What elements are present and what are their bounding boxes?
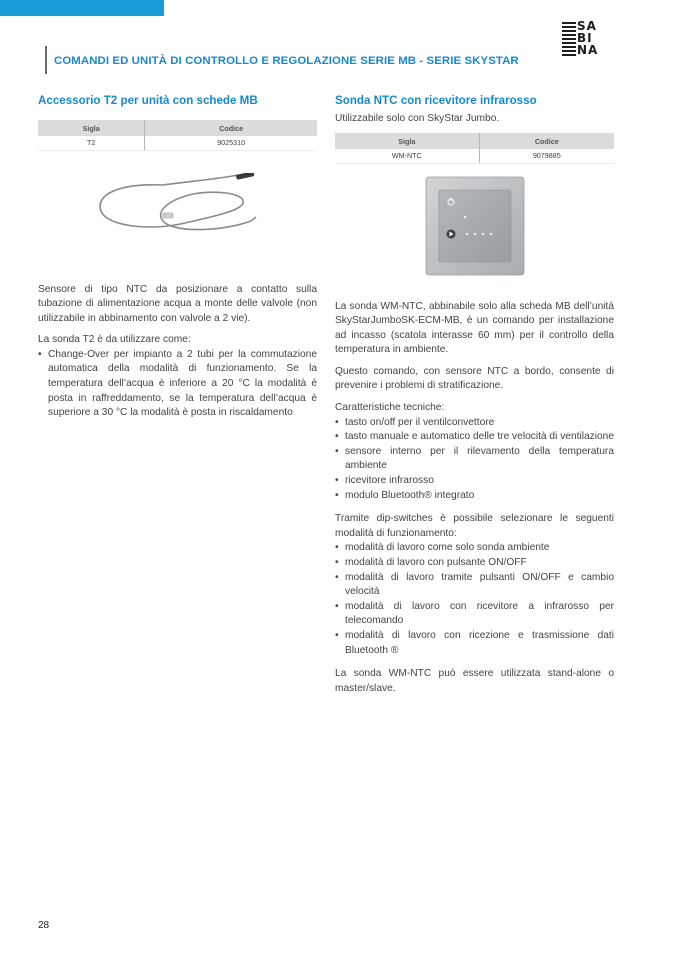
- speed-dot-3: [481, 232, 483, 234]
- left-usage-intro: La sonda T2 è da utilizzare come:: [38, 334, 191, 346]
- cable-path: [100, 184, 251, 229]
- list-item: • tasto on/off per il ventilconvettore: [335, 416, 495, 428]
- list-item: • tasto manuale e automatico delle tre velocità di ventilazione: [335, 431, 614, 443]
- cell-sigla: WM-NTC: [335, 149, 479, 163]
- speed-dot-1: [465, 232, 467, 234]
- list-item: • modalità di lavoro come solo sonda ambiente: [335, 542, 550, 554]
- logo-line-2: BI: [577, 31, 593, 45]
- right-column: [335, 94, 614, 696]
- sabiana-logo-icon: [562, 19, 618, 58]
- column-header-codice: Codice: [145, 120, 317, 136]
- feature-text: sensore interno per il rilevamento della temperatura ambiente: [345, 445, 614, 472]
- right-section-title: Sonda NTC con ricevitore infrarosso: [335, 94, 537, 107]
- mode-text: modalità di lavoro con ricevitore a infrarosso per telecomando: [345, 600, 614, 627]
- features-list: [335, 416, 614, 504]
- mode-text: modalità di lavoro come solo sonda ambiente: [345, 542, 550, 554]
- left-intro-paragraph: Sensore di tipo NTC da posizionare a contatto sulla tubazione di alimentazione acqua a monte delle valvole (non utilizzabile in abbinamento con valvole a 2 vie).: [38, 283, 317, 324]
- list-item: • sensore interno per il rilevamento della temperatura ambiente: [335, 445, 614, 472]
- column-header-codice: Codice: [479, 133, 614, 149]
- feature-text: ricevitore infrarosso: [345, 475, 434, 487]
- list-item: • Change-Over per impianto a 2 tubi per la commutazione automatica della modalità di funzionamento. Se la temperatura dell’acqua è inferiore a 20 °C la modalità è posta in raffreddamento, se la temperatura dell’acqua è superiore a 30 °C la modalità è posta in riscaldamento: [38, 348, 317, 419]
- sensor-cable-icon: [93, 173, 263, 243]
- sensor-probe: [235, 173, 254, 180]
- cable-lead: [163, 175, 238, 185]
- cable-connector: [163, 213, 173, 218]
- cell-sigla: T2: [38, 136, 145, 150]
- list-item: • modalità di lavoro con pulsante ON/OFF: [335, 557, 527, 568]
- speed-dot-4: [489, 232, 491, 234]
- left-section-title: Accessorio T2 per unità con schede MB: [38, 94, 258, 107]
- table-row: [38, 136, 317, 150]
- feature-text: tasto manuale e automatico delle tre velocità di ventilazione: [345, 431, 614, 443]
- logo-stripes: [562, 22, 576, 56]
- logo-line-3: NA: [577, 43, 599, 57]
- list-item: • modulo Bluetooth® integrato: [335, 489, 475, 501]
- header-divider: [45, 46, 47, 74]
- top-accent-bar: [0, 0, 164, 16]
- ir-indicator-dot: [463, 215, 466, 218]
- list-item: • modalità di lavoro con ricevitore a infrarosso per telecomando: [335, 600, 614, 627]
- modes-intro: Tramite dip-switches è possibile selezionare le seguenti modalità di funzionamento:: [335, 513, 614, 539]
- right-paragraph-2: Questo comando, con sensore NTC a bordo, consente di prevenire i problemi di stratificazione.: [335, 365, 614, 392]
- right-paragraph-1: La sonda WM-NTC, abbinabile solo alla scheda MB dell’unità SkyStarJumboSK-ECM-MB, è un comando per installazione ad incasso (scatola interasse 60 mm) per il controllo della temperatura in ambiente.: [335, 300, 614, 356]
- logo-wordmark: [577, 20, 619, 56]
- cell-codice: 9025310: [145, 136, 317, 150]
- list-item: • ricevitore infrarosso: [335, 475, 434, 487]
- mode-text: modalità di lavoro con pulsante ON/OFF: [345, 557, 527, 568]
- modes-list: [335, 541, 614, 658]
- table-row: [335, 149, 614, 163]
- logo-line-1: SA: [577, 19, 597, 33]
- usage-item-text: Change-Over per impianto a 2 tubi per la commutazione automatica della modalità di funzionamento. Se la temperatura dell’acqua è inferiore a 20 °C la modalità è posta in raffreddamento, se la temperatura dell’acqua è superiore a 30 °C la modalità è posta in riscaldamento: [48, 348, 317, 419]
- cable-end: [251, 217, 256, 221]
- left-usage-list: [38, 348, 317, 421]
- page-number: 28: [38, 920, 50, 931]
- closing-paragraph: La sonda WM-NTC può essere utilizzata stand-alone o master/slave.: [335, 668, 614, 694]
- panel-face: [439, 190, 511, 262]
- list-item: • modalità di lavoro tramite pulsanti ON/OFF e cambio velocità: [335, 571, 614, 598]
- mode-text: modalità di lavoro con ricezione e trasmissione dati Bluetooth ®: [345, 629, 614, 656]
- left-spec-table: [38, 120, 317, 151]
- column-header-sigla: Sigla: [335, 133, 479, 149]
- column-header-sigla: Sigla: [38, 120, 145, 136]
- cell-codice: 9079885: [479, 149, 614, 163]
- speed-dot-2: [473, 232, 475, 234]
- list-item: • modalità di lavoro con ricezione e trasmissione dati Bluetooth ®: [335, 629, 614, 656]
- right-subtitle: Utilizzabile solo con SkyStar Jumbo.: [335, 113, 500, 124]
- left-column: [38, 94, 317, 421]
- right-spec-table: [335, 133, 614, 164]
- feature-text: modulo Bluetooth® integrato: [345, 489, 475, 501]
- mode-text: modalità di lavoro tramite pulsanti ON/OFF e cambio velocità: [345, 571, 614, 598]
- feature-text: tasto on/off per il ventilconvettore: [345, 416, 495, 428]
- page-header-title: COMANDI ED UNITÀ DI CONTROLLO E REGOLAZIONE SERIE MB - SERIE SKYSTAR: [54, 55, 519, 67]
- wall-control-panel-icon: [425, 176, 525, 276]
- features-intro: Caratteristiche tecniche:: [335, 402, 445, 414]
